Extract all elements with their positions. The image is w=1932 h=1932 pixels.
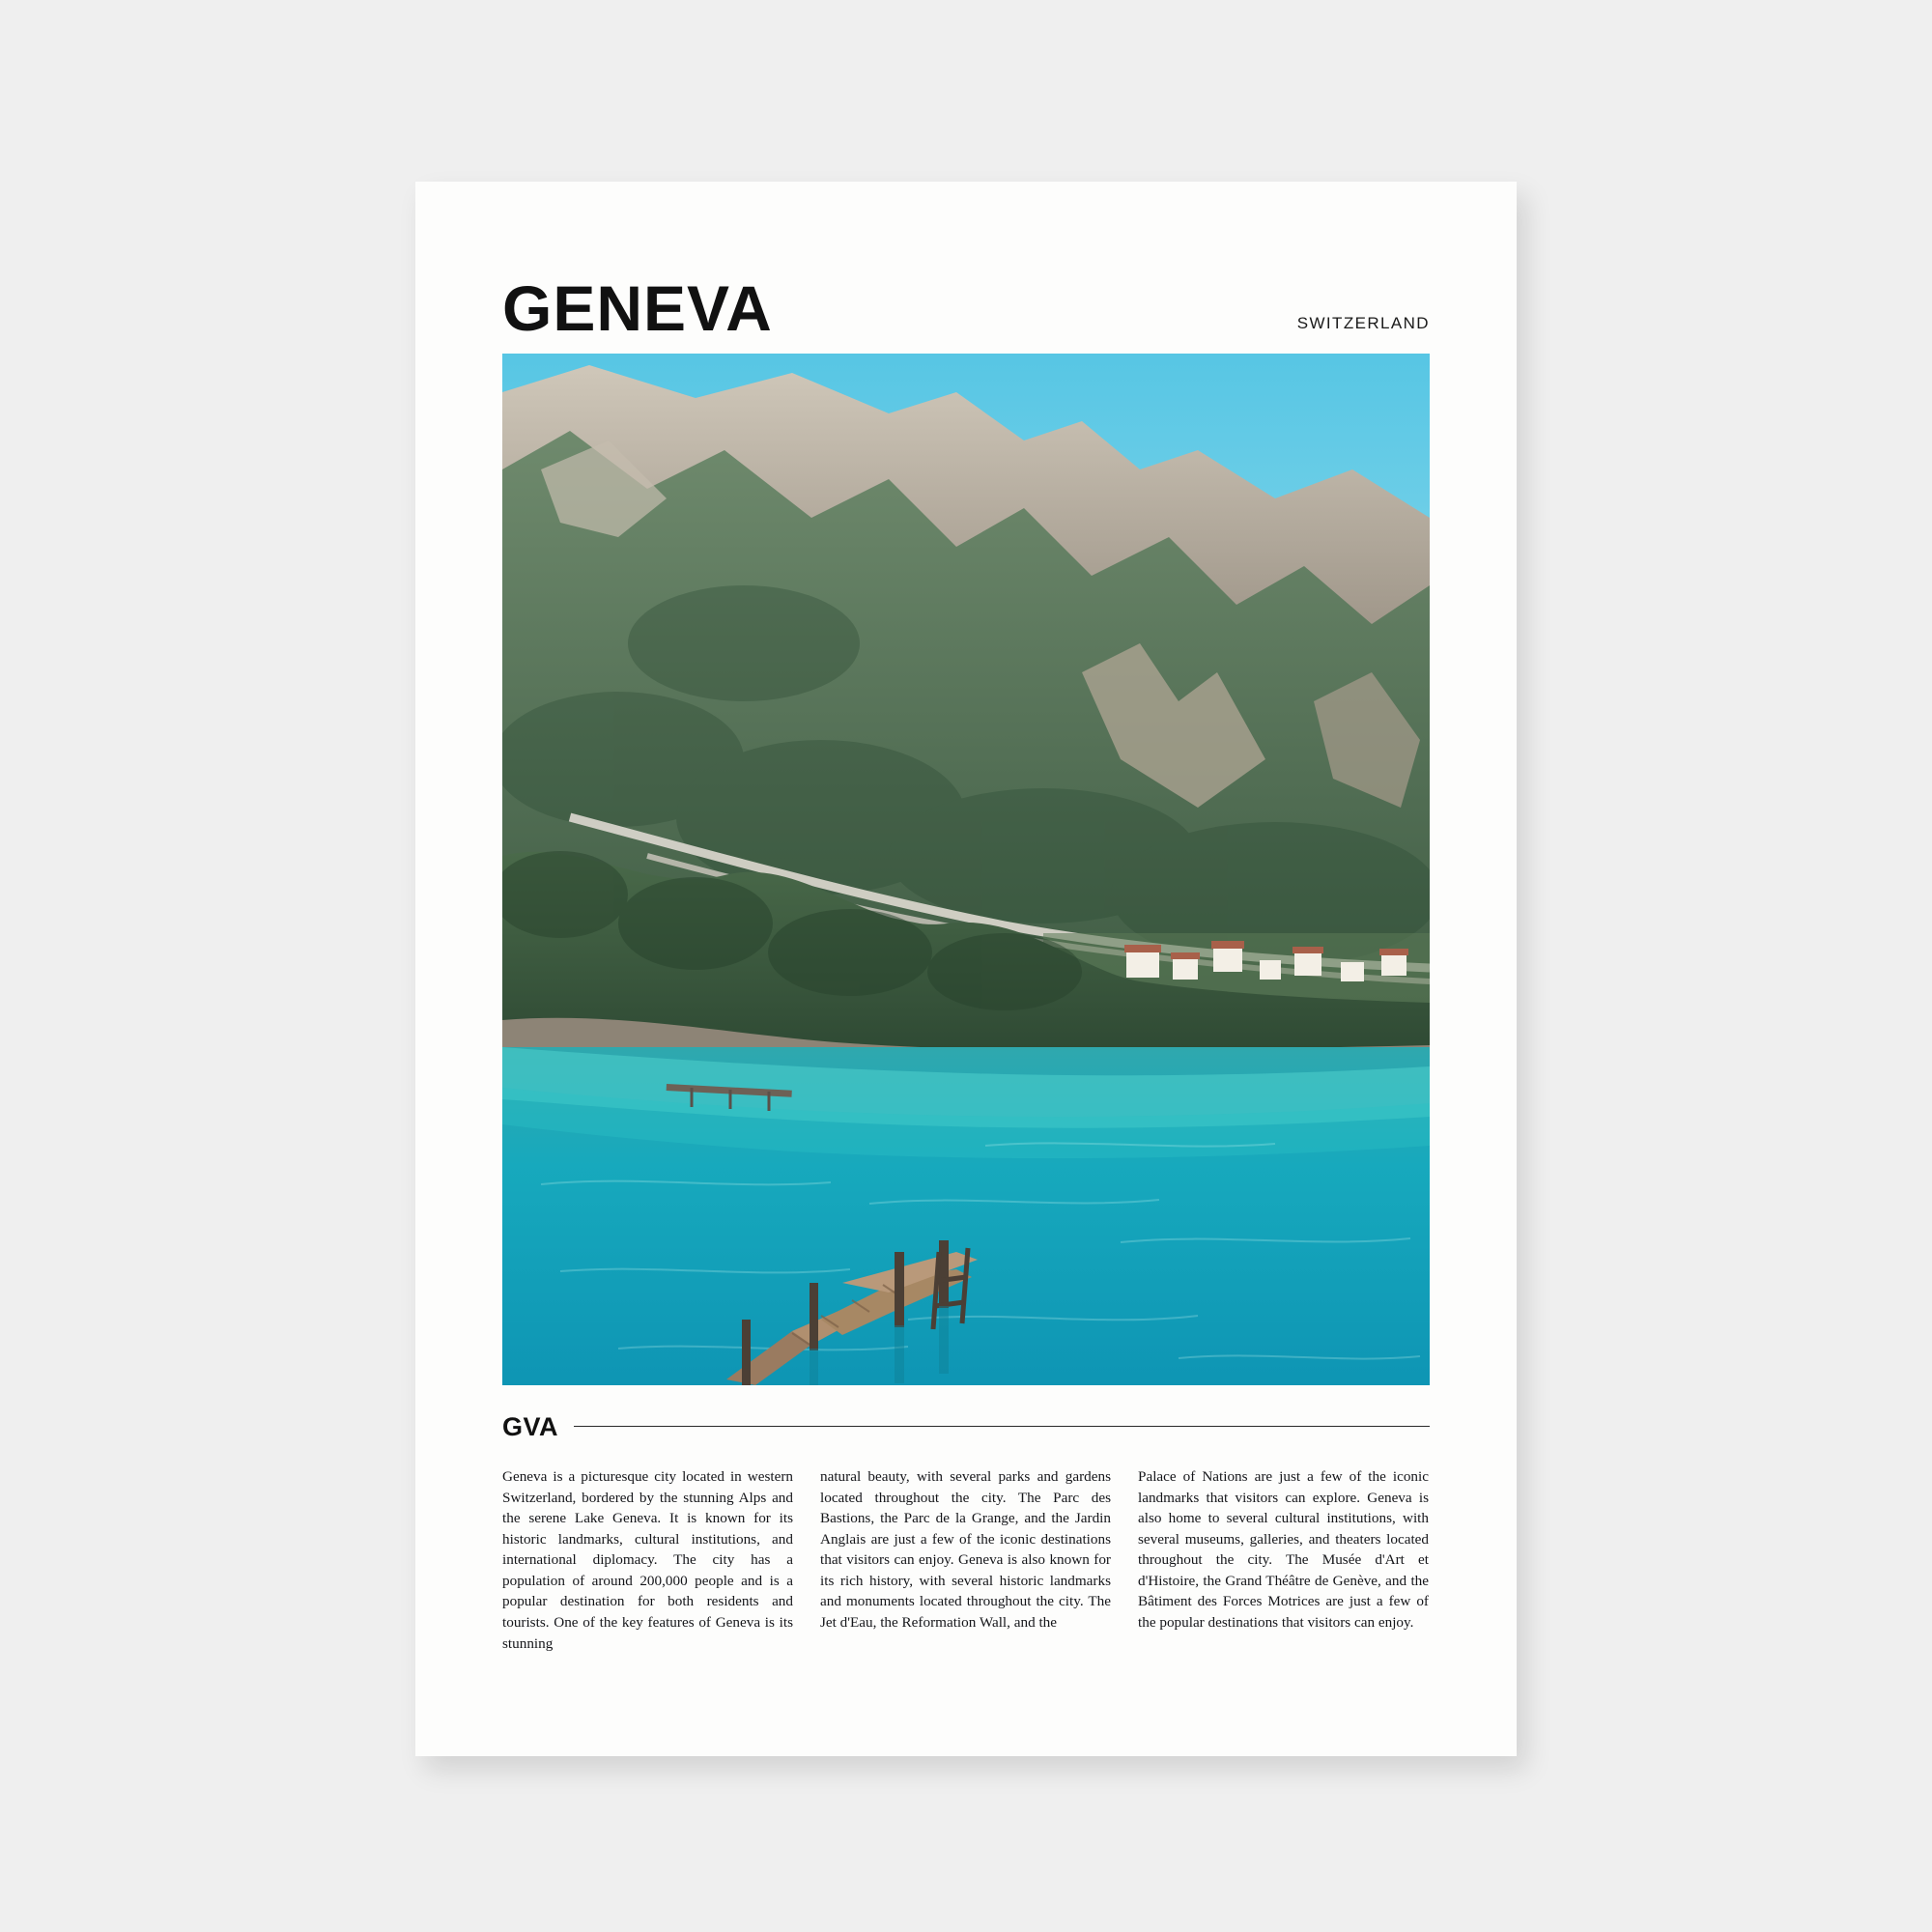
lake-geneva-pier-photo (502, 354, 1430, 1385)
country-label: SWITZERLAND (1296, 313, 1430, 332)
poster-header (502, 272, 1430, 344)
description-column-2: natural beauty, with several parks and gardens located throughout the city. The Parc des Bastions, the Parc de la Grange, and the Jardin Anglais are just a few of the iconic destinations that visitors can enjoy. Geneva is also known for its rich history, with several historic landmarks and monuments located throughout the city. The Jet d'Eau, the Reformation Wall, and the (820, 1468, 1111, 1632)
page-title: GENEVA (502, 272, 773, 344)
divider-line (574, 1426, 1430, 1427)
description-column-3: Palace of Nations are just a few of the iconic landmarks that visitors can explore. Geneva is also home to several cultural institutions, with several museums, galleries, and theaters located throughout the city. The Musée d'Art et d'Histoire, the Grand Théâtre de Genève, and the Bâtiment des Forces Motrices are just a few of the popular destinations that visitors can enjoy. (1138, 1468, 1429, 1632)
airport-code: GVA (502, 1412, 559, 1441)
travel-poster (415, 182, 1517, 1756)
description-columns (502, 1466, 1430, 1654)
photo-illustration (502, 354, 1430, 1385)
airport-code-row (502, 1412, 1430, 1442)
description-column-1: Geneva is a picturesque city located in western Switzerland, bordered by the stunning Alps and the serene Lake Geneva. It is known for its historic landmarks, cultural institutions, and international diplomacy. The city has a population of around 200,000 people and is a popular destination for both residents and tourists. One of the key features of Geneva is its stunning (502, 1468, 793, 1652)
